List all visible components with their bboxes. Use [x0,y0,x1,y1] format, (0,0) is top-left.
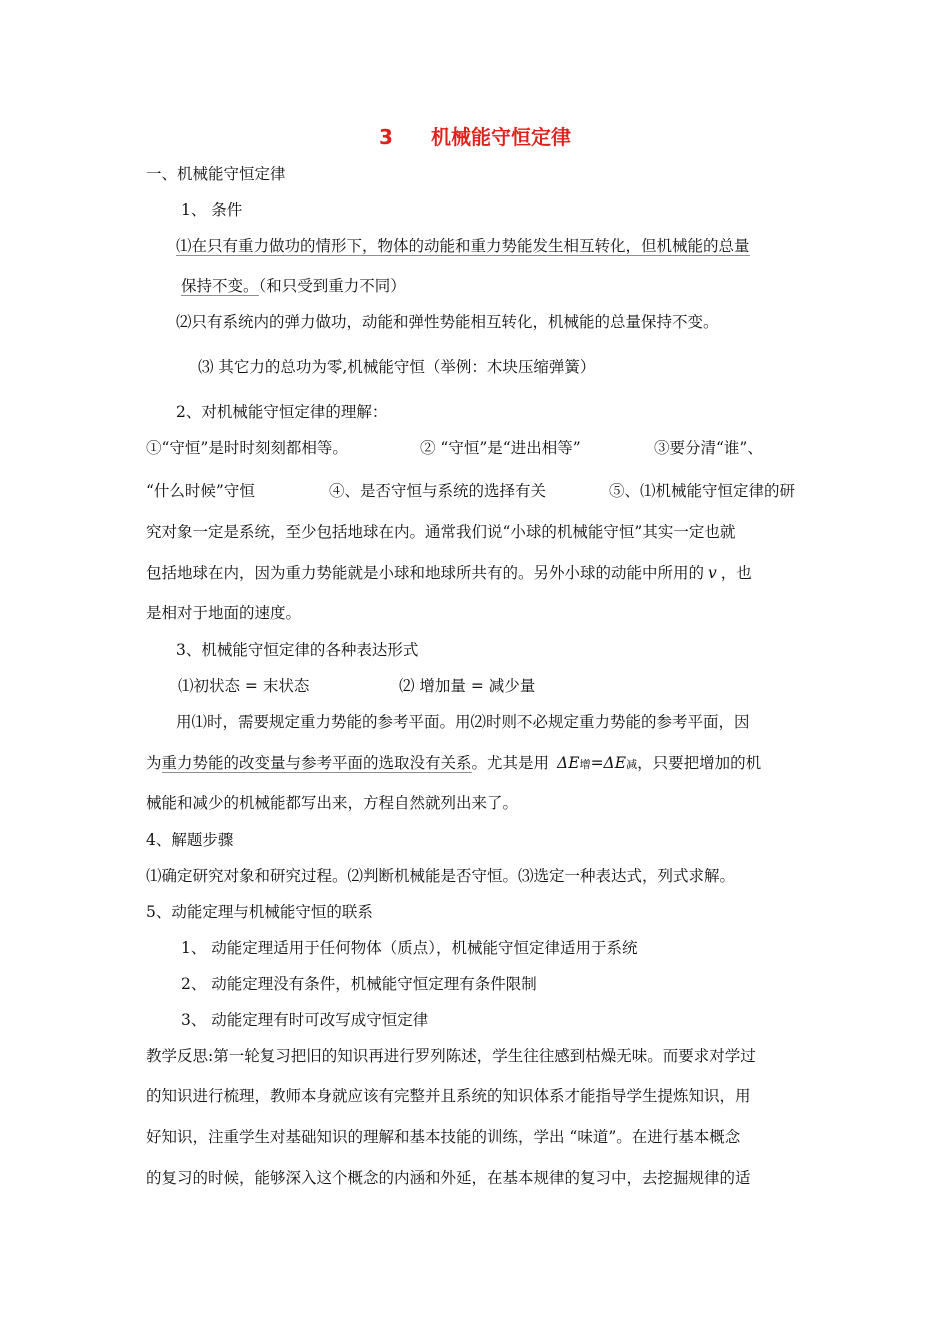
understanding-item-4: “什么时候”守恒 [146,482,255,500]
form-2: ⑵ 增加量 = 减少量 [399,677,536,695]
usage-line-2 [146,753,761,775]
decrease-subscript: 减 [626,758,638,771]
condition-1-note: （和只受到重力不同） [258,277,406,295]
understanding-item-3: ③要分清“谁”、 [654,439,763,457]
usage-line-1: 用⑴时，需要规定重力势能的参考平面。用⑵时则不必规定重力势能的参考平面，因 [176,713,750,731]
condition-1-line-2 [181,276,406,296]
understanding-item-1: ①“守恒”是时时刻刻都相等。 [146,439,348,457]
usage-line-2-mid: 。尤其是用 [471,754,550,772]
increase-subscript: 增 [579,758,591,771]
section5-heading: 5、动能定理与机械能守恒的联系 [146,903,373,921]
condition-1-end: 保持不变。 [181,277,259,295]
understanding-line-9: 是相对于地面的速度。 [146,604,302,622]
reflection-line-3: 好知识，注重学生对基础知识的理解和基本技能的训练，学出 “味道”。在进行基本概念 [146,1128,741,1146]
condition-1-line-1 [176,236,750,256]
understanding-line-7: 究对象一定是系统，至少包括地球在内。通常我们说“小球的机械能守恒”其实一定也就 [146,523,736,541]
delta-e-decrease: =ΔE [590,754,627,772]
condition-1-text: ⑴在只有重力做功的情形下，物体的动能和重力势能发生相互转化，但机械能的总量 [176,237,750,255]
conditions-heading: 1、 条件 [181,201,243,219]
reflection-line-4: 的复习的时候，能够深入这个概念的内涵和外延，在基本规律的复习中，去挖掘规律的适 [146,1169,751,1187]
title-number: 3 [379,125,393,149]
delta-e-increase: ΔE [557,754,580,772]
section5-item-2: 2、 动能定理没有条件，机械能守恒定理有条件限制 [181,975,537,993]
condition-2: ⑵只有系统内的弹力做功，动能和弹性势能相互转化，机械能的总量保持不变。 [176,313,719,331]
understanding-item-6: ⑤、⑴机械能守恒定律的研 [609,482,796,500]
understanding-line-8 [146,563,752,583]
understanding-line-8-text: 包括地球在内，因为重力势能就是小球和地球所共有的。另外小球的动能中所用的 [146,564,705,582]
usage-line-2-start: 为 [146,754,162,772]
reflection-line-2: 的知识进行梳理，教师本身就应该有完整并且系统的知识体系才能指导学生提炼知识，用 [146,1087,751,1105]
title-text: 机械能守恒定律 [430,125,571,149]
condition-3: ⑶ 其它力的总功为零,机械能守恒（举例：木块压缩弹簧） [198,358,596,376]
understanding-line-8-end: ，也 [720,564,752,582]
section4-steps: ⑴确定研究对象和研究过程。⑵判断机械能是否守恒。⑶选定一种表达式，列式求解。 [146,867,736,885]
section4-heading: 4、解题步骤 [146,831,234,849]
section5-item-3: 3、 动能定理有时可改写成守恒定律 [181,1011,429,1029]
usage-line-2-end: ，只要把增加的机 [637,754,762,772]
usage-line-3: 械能和减少的机械能都写出来，方程自然就列出来了。 [146,794,519,812]
understanding-item-5: ④、是否守恒与系统的选择有关 [329,482,547,500]
reflection-line-1: 教学反思:第一轮复习把旧的知识再进行罗列陈述，学生往往感到枯燥无味。而要求对学过 [146,1047,756,1065]
form-1: ⑴初状态 = 末状态 [178,677,310,695]
section5-item-1: 1、 动能定理适用于任何物体（质点），机械能守恒定律适用于系统 [181,939,638,957]
understanding-item-2: ② “守恒”是“进出相等” [420,439,581,457]
usage-line-2-underlined: 重力势能的改变量与参考平面的选取没有关系 [161,754,472,772]
understanding-heading: 2、对机械能守恒定律的理解： [176,403,388,421]
velocity-symbol: v [708,564,717,582]
section1-heading: 一、机械能守恒定律 [146,165,286,183]
forms-heading: 3、机械能守恒定律的各种表达形式 [176,641,419,659]
page-title [0,124,950,150]
